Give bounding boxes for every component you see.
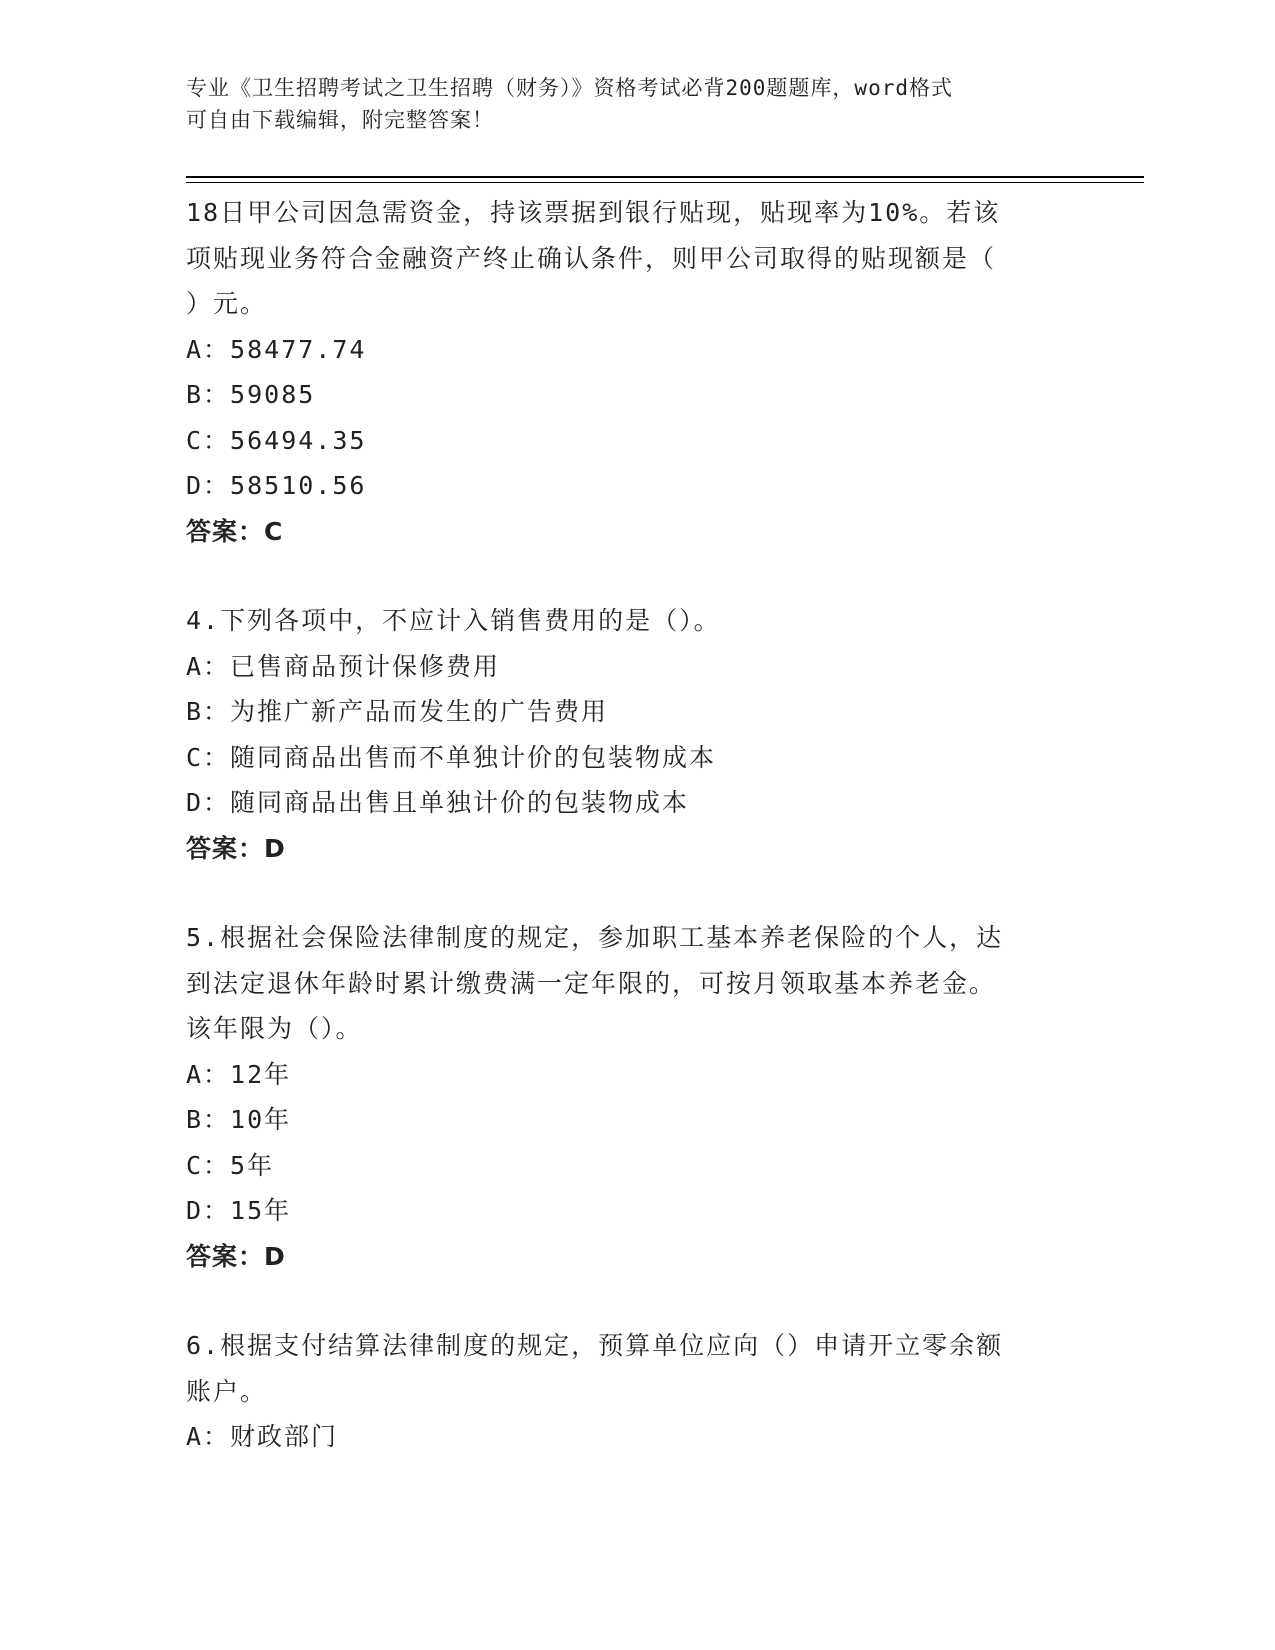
question-3 (186, 190, 1066, 554)
option-b: B：为推广新产品而发生的广告费用 (186, 697, 609, 726)
option-d: D：随同商品出售且单独计价的包装物成本 (186, 788, 690, 817)
header-line-1: 专业《卫生招聘考试之卫生招聘（财务）》资格考试必背200题题库，word格式 (186, 76, 953, 100)
question-stem-line: 18日甲公司因急需资金，持该票据到银行贴现，贴现率为10%。若该 (186, 198, 1001, 227)
question-5 (186, 915, 1066, 1279)
answer-line: 答案：D (186, 1241, 286, 1271)
option-b: B：10年 (186, 1105, 292, 1134)
answer-line: 答案：C (186, 516, 284, 546)
header-line-2: 可自由下载编辑，附完整答案！ (186, 108, 494, 132)
question-stem-line: 5.根据社会保险法律制度的规定，参加职工基本养老保险的个人，达 (186, 923, 1004, 952)
option-d: D：58510.56 (186, 471, 367, 500)
question-stem-line: 6.根据支付结算法律制度的规定，预算单位应向（）申请开立零余额 (186, 1331, 1004, 1360)
option-a: A：58477.74 (186, 334, 367, 364)
question-stem-line: 项贴现业务符合金融资产终止确认条件，则甲公司取得的贴现额是（ (186, 243, 997, 273)
option-a: A：财政部门 (186, 1422, 339, 1451)
question-list (186, 190, 1066, 1460)
question-stem-line: ）元。 (186, 289, 268, 318)
option-d: D：15年 (186, 1196, 292, 1225)
document-header (186, 72, 1086, 136)
option-c: C：随同商品出售而不单独计价的包装物成本 (186, 742, 717, 772)
spacer (186, 871, 1066, 915)
spacer (186, 554, 1066, 598)
spacer (186, 1279, 1066, 1323)
question-stem-line: 4.下列各项中，不应计入销售费用的是（）。 (186, 606, 721, 635)
question-stem-line: 账户。 (186, 1376, 268, 1406)
option-a: A：12年 (186, 1059, 292, 1089)
question-stem-line: 到法定退休年龄时累计缴费满一定年限的，可按月领取基本养老金。 (186, 968, 997, 998)
header-divider-thin (186, 182, 1144, 183)
option-a: A：已售商品预计保修费用 (186, 651, 501, 681)
question-stem-line: 该年限为（）。 (186, 1014, 363, 1043)
question-6 (186, 1323, 1066, 1460)
option-c: C：56494.35 (186, 425, 367, 455)
option-c: C：5年 (186, 1150, 275, 1180)
question-4 (186, 598, 1066, 871)
header-divider-thick (186, 176, 1144, 178)
option-b: B：59085 (186, 380, 316, 409)
answer-line: 答案：D (186, 833, 286, 863)
